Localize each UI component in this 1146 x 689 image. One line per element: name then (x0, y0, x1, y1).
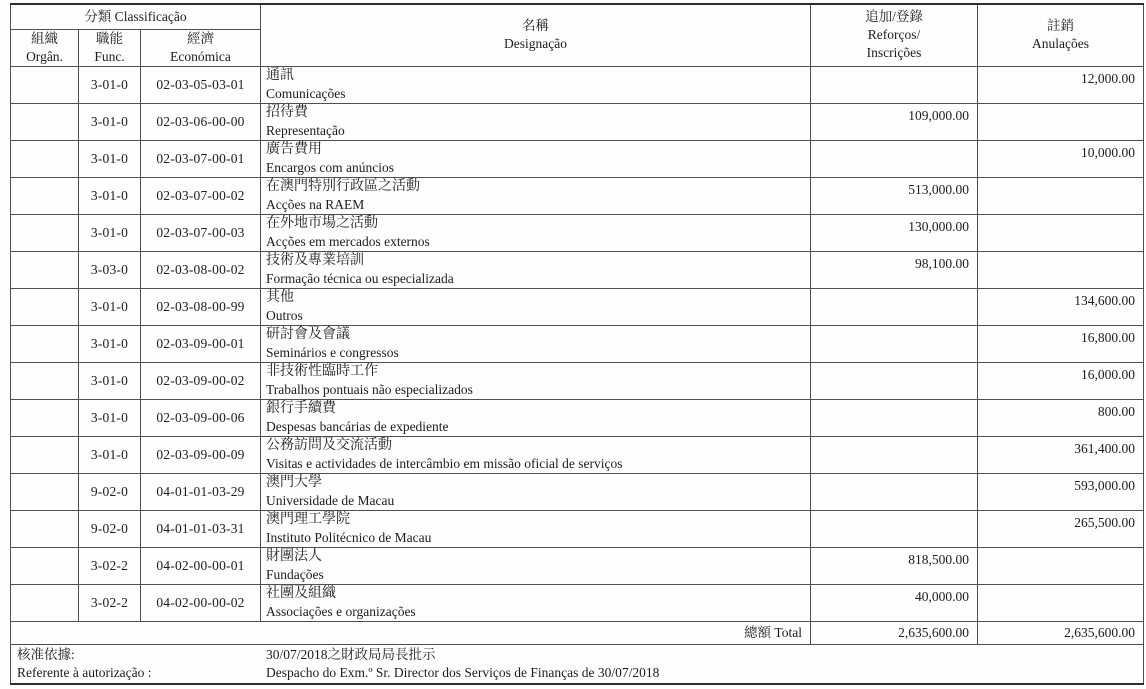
cell-func: 9-02-0 (79, 473, 141, 510)
cell-anulacoes: 16,800.00 (978, 325, 1144, 362)
footer-value-zh: 30/07/2018之財政局局長批示 (266, 646, 436, 662)
cell-designation (261, 362, 811, 399)
cell-organ (11, 510, 79, 547)
cell-anulacoes: 10,000.00 (978, 140, 1144, 177)
header-reforcos-pt1: Reforços/ (867, 27, 921, 43)
cell-organ (11, 66, 79, 103)
designation-zh: 在外地市場之活動 (266, 215, 378, 231)
header-organ (11, 29, 79, 66)
cell-reforcos (811, 325, 978, 362)
designation-pt: Instituto Politécnico de Macau (266, 529, 432, 545)
designation-pt: Comunicações (266, 85, 346, 101)
table-row (11, 510, 1144, 547)
cell-designation (261, 584, 811, 621)
cell-designation (261, 214, 811, 251)
cell-organ (11, 251, 79, 288)
cell-designation (261, 325, 811, 362)
table-row (11, 584, 1144, 621)
cell-organ (11, 547, 79, 584)
cell-anulacoes (978, 214, 1144, 251)
cell-econ: 04-01-01-03-29 (141, 473, 261, 510)
designation-pt: Acções na RAEM (266, 196, 365, 212)
cell-reforcos: 40,000.00 (811, 584, 978, 621)
designation-zh: 廣告費用 (266, 141, 322, 157)
cell-econ: 02-03-09-00-02 (141, 362, 261, 399)
cell-organ (11, 177, 79, 214)
cell-organ (11, 473, 79, 510)
designation-zh: 澳門理工學院 (266, 511, 350, 527)
cell-func: 3-01-0 (79, 436, 141, 473)
cell-organ (11, 399, 79, 436)
designation-zh: 銀行手續費 (266, 400, 336, 416)
cell-econ: 04-02-00-00-01 (141, 547, 261, 584)
total-anulacoes: 2,635,600.00 (978, 621, 1144, 644)
header-econ-zh: 經濟 (187, 30, 214, 46)
cell-econ: 02-03-09-00-09 (141, 436, 261, 473)
cell-designation (261, 399, 811, 436)
table-row (11, 66, 1144, 103)
cell-organ (11, 140, 79, 177)
cell-func: 3-01-0 (79, 362, 141, 399)
cell-econ: 02-03-07-00-03 (141, 214, 261, 251)
header-econ-pt: Económica (170, 48, 231, 64)
footer-value-pt: Despacho do Exm.º Sr. Director dos Serviços de Finanças de 30/07/2018 (266, 664, 660, 680)
designation-pt: Seminários e congressos (266, 344, 399, 360)
cell-organ (11, 288, 79, 325)
cell-econ: 02-03-08-00-02 (141, 251, 261, 288)
cell-econ: 02-03-06-00-00 (141, 103, 261, 140)
total-reforcos: 2,635,600.00 (811, 621, 978, 644)
cell-reforcos (811, 510, 978, 547)
cell-anulacoes: 593,000.00 (978, 473, 1144, 510)
designation-pt: Despesas bancárias de expediente (266, 418, 449, 434)
cell-anulacoes (978, 251, 1144, 288)
designation-pt: Encargos com anúncios (266, 159, 394, 175)
total-label: 總額 Total (11, 621, 811, 644)
cell-organ (11, 214, 79, 251)
table-row (11, 251, 1144, 288)
cell-reforcos (811, 362, 978, 399)
designation-zh: 技術及專業培訓 (266, 252, 364, 268)
designation-zh: 社團及組織 (266, 585, 336, 601)
cell-econ: 02-03-05-03-01 (141, 66, 261, 103)
cell-anulacoes (978, 584, 1144, 621)
header-designacao-zh: 名稱 (522, 18, 549, 34)
cell-econ: 04-01-01-03-31 (141, 510, 261, 547)
header-organ-pt: Orgân. (26, 48, 63, 64)
cell-reforcos (811, 140, 978, 177)
designation-zh: 其他 (266, 289, 294, 305)
cell-func: 3-01-0 (79, 66, 141, 103)
cell-organ (11, 325, 79, 362)
cell-anulacoes (978, 103, 1144, 140)
designation-pt: Trabalhos pontuais não especializados (266, 381, 473, 397)
cell-econ: 02-03-07-00-01 (141, 140, 261, 177)
designation-pt: Associações e organizações (266, 603, 416, 619)
header-anulacoes (978, 4, 1144, 66)
cell-func: 3-01-0 (79, 325, 141, 362)
table-row (11, 436, 1144, 473)
designation-zh: 澳門大學 (266, 474, 322, 490)
designation-pt: Formação técnica ou especializada (266, 270, 454, 286)
cell-designation (261, 251, 811, 288)
cell-reforcos (811, 66, 978, 103)
cell-anulacoes (978, 177, 1144, 214)
cell-organ (11, 103, 79, 140)
cell-reforcos: 818,500.00 (811, 547, 978, 584)
designation-pt: Universidade de Macau (266, 492, 395, 508)
table-row (11, 288, 1144, 325)
cell-designation (261, 140, 811, 177)
cell-func: 3-02-2 (79, 547, 141, 584)
designation-pt: Fundações (266, 566, 324, 582)
cell-organ (11, 436, 79, 473)
designation-pt: Representação (266, 122, 345, 138)
cell-anulacoes: 265,500.00 (978, 510, 1144, 547)
cell-anulacoes: 800.00 (978, 399, 1144, 436)
header-designacao-pt: Designação (504, 36, 567, 52)
cell-reforcos: 130,000.00 (811, 214, 978, 251)
designation-zh: 招待費 (266, 104, 308, 120)
cell-func: 3-01-0 (79, 399, 141, 436)
cell-func: 9-02-0 (79, 510, 141, 547)
cell-func: 3-01-0 (79, 140, 141, 177)
table-row (11, 140, 1144, 177)
designation-zh: 通訊 (266, 67, 294, 83)
footer-row (11, 644, 1144, 684)
header-reforcos (811, 4, 978, 66)
cell-func: 3-02-2 (79, 584, 141, 621)
cell-anulacoes (978, 547, 1144, 584)
designation-zh: 研討會及會議 (266, 326, 350, 342)
designation-zh: 公務訪問及交流活動 (266, 437, 392, 453)
header-organ-zh: 組織 (31, 30, 58, 46)
cell-designation (261, 436, 811, 473)
cell-reforcos (811, 436, 978, 473)
table-row (11, 177, 1144, 214)
designation-pt: Acções em mercados externos (266, 233, 430, 249)
designation-zh: 財團法人 (266, 548, 322, 564)
table-row (11, 473, 1144, 510)
footer-label-pt: Referente à autorização : (17, 664, 152, 680)
header-row-1 (11, 4, 1144, 29)
header-func-pt: Func. (94, 48, 125, 64)
cell-econ: 02-03-09-00-01 (141, 325, 261, 362)
cell-anulacoes: 16,000.00 (978, 362, 1144, 399)
cell-designation (261, 103, 811, 140)
cell-reforcos (811, 288, 978, 325)
footer-cell (11, 644, 1144, 684)
cell-func: 3-01-0 (79, 288, 141, 325)
table-row (11, 103, 1144, 140)
cell-func: 3-03-0 (79, 251, 141, 288)
cell-organ (11, 362, 79, 399)
cell-reforcos: 109,000.00 (811, 103, 978, 140)
cell-organ (11, 584, 79, 621)
header-func-zh: 職能 (96, 30, 123, 46)
header-reforcos-zh: 追加/登錄 (865, 9, 923, 25)
budget-amendment-table (10, 3, 1144, 685)
cell-designation (261, 547, 811, 584)
cell-func: 3-01-0 (79, 103, 141, 140)
cell-anulacoes: 134,600.00 (978, 288, 1144, 325)
header-classificacao: 分類 Classificação (11, 4, 261, 29)
cell-econ: 02-03-07-00-02 (141, 177, 261, 214)
designation-pt: Visitas e actividades de intercâmbio em missão oficial de serviços (266, 455, 623, 471)
header-anulacoes-pt: Anulações (1032, 36, 1089, 52)
total-row (11, 621, 1144, 644)
cell-func: 3-01-0 (79, 177, 141, 214)
designation-zh: 在澳門特別行政區之活動 (266, 178, 420, 194)
cell-func: 3-01-0 (79, 214, 141, 251)
table-row (11, 214, 1144, 251)
designation-pt: Outros (266, 307, 303, 323)
designation-zh: 非技術性臨時工作 (266, 363, 378, 379)
cell-econ: 02-03-08-00-99 (141, 288, 261, 325)
cell-reforcos (811, 399, 978, 436)
table-row (11, 547, 1144, 584)
cell-designation (261, 66, 811, 103)
header-reforcos-pt2: Inscrições (866, 45, 922, 61)
footer-label-zh: 核准依據: (17, 646, 75, 662)
cell-designation (261, 510, 811, 547)
cell-reforcos: 98,100.00 (811, 251, 978, 288)
header-func (79, 29, 141, 66)
cell-anulacoes: 361,400.00 (978, 436, 1144, 473)
header-econ (141, 29, 261, 66)
table-row (11, 325, 1144, 362)
header-designacao (261, 4, 811, 66)
cell-reforcos (811, 473, 978, 510)
cell-designation (261, 473, 811, 510)
cell-econ: 04-02-00-00-02 (141, 584, 261, 621)
cell-designation (261, 288, 811, 325)
cell-reforcos: 513,000.00 (811, 177, 978, 214)
cell-anulacoes: 12,000.00 (978, 66, 1144, 103)
cell-designation (261, 177, 811, 214)
cell-econ: 02-03-09-00-06 (141, 399, 261, 436)
header-anulacoes-zh: 註銷 (1047, 18, 1074, 34)
table-row (11, 362, 1144, 399)
table-row (11, 399, 1144, 436)
